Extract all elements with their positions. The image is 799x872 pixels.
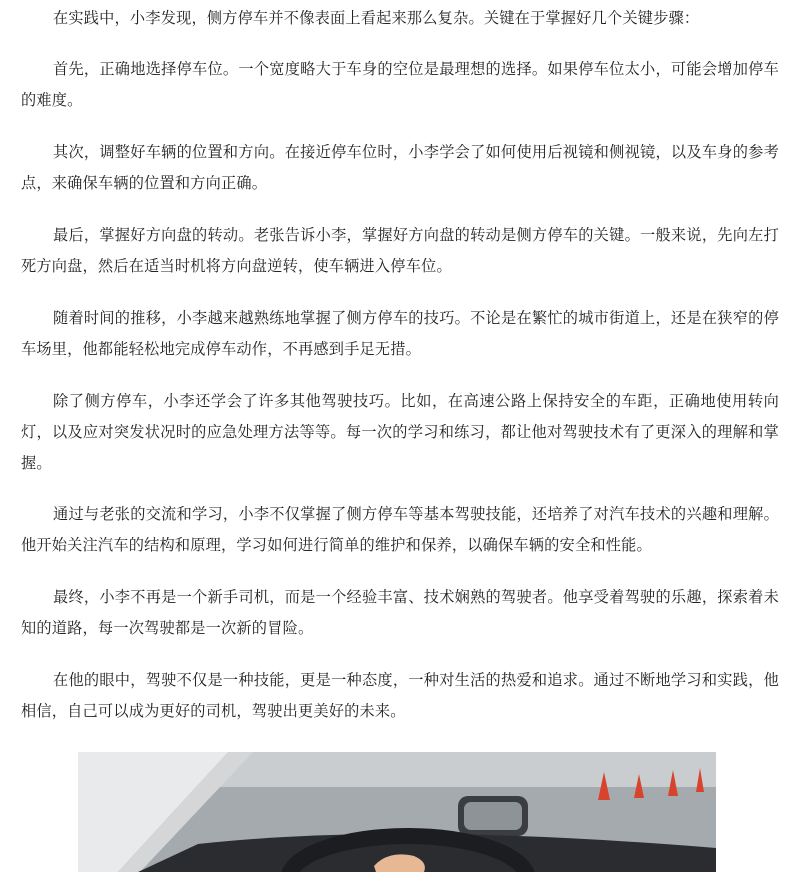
- article-paragraph: 在实践中，小李发现，侧方停车并不像表面上看起来那么复杂。关键在于掌握好几个关键步骤：: [53, 9, 700, 27]
- article-paragraph: 首先，正确地选择停车位。一个宽度略大于车身的空位是最理想的选择。如果停车位太小，可能会增加停车的难度。: [21, 60, 779, 109]
- driving-photo-illustration: [78, 752, 716, 872]
- article-paragraph: 除了侧方停车，小李还学会了许多其他驾驶技巧。比如，在高速公路上保持安全的车距，正确地使用转向灯，以及应对突发状况时的应急处理方法等等。每一次的学习和练习，都让他对驾驶技术有了更深入的理解和掌握。: [21, 392, 779, 472]
- article-paragraph: 最终，小李不再是一个新手司机，而是一个经验丰富、技术娴熟的驾驶者。他享受着驾驶的乐趣，探索着未知的道路，每一次驾驶都是一次新的冒险。: [21, 588, 779, 637]
- article-paragraph: 随着时间的推移，小李越来越熟练地掌握了侧方停车的技巧。不论是在繁忙的城市街道上，还是在狭窄的停车场里，他都能轻松地完成停车动作，不再感到手足无措。: [21, 309, 779, 358]
- article-paragraph: 其次，调整好车辆的位置和方向。在接近停车位时，小李学会了如何使用后视镜和侧视镜，以及车身的参考点，来确保车辆的位置和方向正确。: [21, 143, 779, 192]
- article-photo: [78, 752, 716, 872]
- article-paragraph: 通过与老张的交流和学习，小李不仅掌握了侧方停车等基本驾驶技能，还培养了对汽车技术的兴趣和理解。他开始关注汽车的结构和原理，学习如何进行简单的维护和保养，以确保车辆的安全和性能。: [21, 505, 779, 554]
- article-paragraph: 在他的眼中，驾驶不仅是一种技能，更是一种态度，一种对生活的热爱和追求。通过不断地学习和实践，他相信，自己可以成为更好的司机，驾驶出更美好的未来。: [21, 671, 779, 720]
- article-paragraph: 最后，掌握好方向盘的转动。老张告诉小李，掌握好方向盘的转动是侧方停车的关键。一般来说，先向左打死方向盘，然后在适当时机将方向盘逆转，使车辆进入停车位。: [21, 226, 779, 275]
